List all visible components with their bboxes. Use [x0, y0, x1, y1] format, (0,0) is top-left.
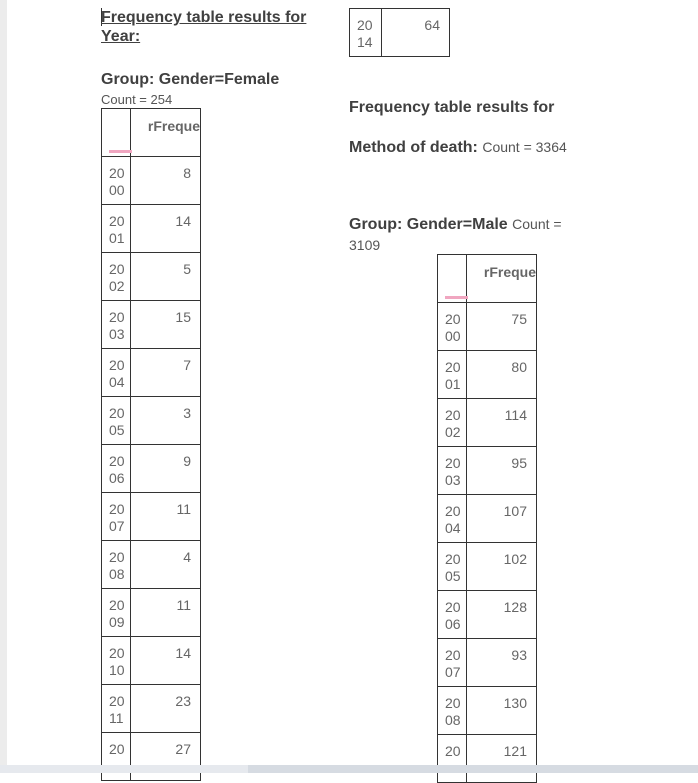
year-cell: [438, 543, 467, 591]
frequency-cell: 5: [131, 253, 201, 301]
year-cell: [438, 495, 467, 543]
year-cell: [102, 445, 131, 493]
year-cell: [438, 447, 467, 495]
frequency-cell: 75: [467, 303, 537, 351]
table-row: [102, 541, 201, 589]
year-cell: [438, 399, 467, 447]
year-cell: [102, 733, 131, 781]
year-cell: [102, 493, 131, 541]
year-part-b: 11: [109, 710, 124, 726]
year-title-line2: Year:: [101, 28, 141, 45]
table-header-row: [102, 109, 201, 157]
method-title-line2: [349, 138, 567, 157]
year-part-b: 10: [109, 662, 125, 678]
year-cell: [438, 303, 467, 351]
year-cell: [438, 351, 467, 399]
year-cell: [438, 639, 467, 687]
method-title-line1: Frequency table results for: [349, 99, 555, 116]
table-row: [438, 303, 537, 351]
table-row: [102, 445, 201, 493]
frequency-cell: 11: [131, 589, 201, 637]
frequency-cell: 14: [131, 637, 201, 685]
male-group-label: [349, 215, 562, 234]
year-part-b: 03: [109, 326, 125, 342]
year-cell: [102, 301, 131, 349]
year-cell: [438, 591, 467, 639]
year-part-a: 20: [109, 405, 125, 421]
header-year-cell: [438, 255, 467, 303]
frequency-cell: 107: [467, 495, 537, 543]
male-count-b: 3109: [349, 237, 381, 253]
year-continuation-table: [349, 8, 450, 57]
year-part-a: 20: [109, 261, 125, 277]
frequency-cell: 128: [467, 591, 537, 639]
year-part-a: 20: [109, 309, 125, 325]
year-part-b: 07: [445, 664, 461, 680]
table-row: [438, 399, 537, 447]
year-part-b: 01: [109, 230, 125, 246]
year-part-a: 20: [109, 357, 125, 373]
table-row: [102, 349, 201, 397]
year-cell: [438, 735, 467, 783]
year-cell: [102, 637, 131, 685]
year-title: [101, 8, 306, 46]
year-part-a: 20: [109, 549, 125, 565]
table-row: [102, 253, 201, 301]
year-cell: [350, 9, 382, 57]
method-count: Count = 3364: [482, 139, 567, 155]
female-frequency-table: [101, 108, 201, 781]
year-part-b: 00: [445, 328, 461, 344]
frequency-cell: 64: [382, 9, 450, 57]
table-header-row: [438, 255, 537, 303]
female-count: Count = 254: [101, 92, 173, 107]
frequency-cell: 3: [131, 397, 201, 445]
frequency-cell: 95: [467, 447, 537, 495]
frequency-cell: 114: [467, 399, 537, 447]
table-row: [438, 495, 537, 543]
frequency-cell: 9: [131, 445, 201, 493]
male-count-a: Count =: [512, 216, 562, 232]
header-frequency-cell: rFreque: [131, 109, 201, 157]
year-cell: [102, 205, 131, 253]
year-part-b: 04: [445, 520, 461, 536]
frequency-cell: 4: [131, 541, 201, 589]
year-cell: [102, 541, 131, 589]
table-row: [438, 639, 537, 687]
year-part-a: 20: [109, 645, 125, 661]
year-cell: [102, 157, 131, 205]
year-part-b: 02: [445, 424, 461, 440]
year-part-b: 06: [109, 470, 125, 486]
year-part-b: 08: [445, 712, 461, 728]
year-part-a: 20: [445, 503, 461, 519]
year-part-a: 20: [109, 597, 125, 613]
table-row: [102, 493, 201, 541]
frequency-cell: 93: [467, 639, 537, 687]
year-part-b: 06: [445, 616, 461, 632]
header-year-cell: [102, 109, 131, 157]
table-row: [102, 205, 201, 253]
table-row: [102, 589, 201, 637]
year-part-a: 20: [445, 599, 461, 615]
year-title-line1: Frequency table results for: [101, 9, 307, 26]
frequency-cell: 14: [131, 205, 201, 253]
column-resize-handle[interactable]: [109, 150, 132, 153]
table-row: [438, 735, 537, 783]
year-part-b: 14: [357, 34, 373, 50]
frequency-cell: 11: [131, 493, 201, 541]
female-group-label: Group: Gender=Female: [101, 71, 280, 88]
year-part-a: 20: [109, 165, 125, 181]
year-part-b: 07: [109, 518, 125, 534]
scrollbar-thumb[interactable]: [248, 765, 698, 773]
frequency-cell: 80: [467, 351, 537, 399]
year-part-b: 04: [109, 374, 125, 390]
year-part-a: 20: [445, 551, 461, 567]
year-part-a: 20: [445, 743, 461, 759]
year-part-a: 20: [109, 213, 125, 229]
page-margin: [0, 0, 7, 773]
year-cell: [102, 253, 131, 301]
table-row: [438, 351, 537, 399]
horizontal-scrollbar[interactable]: [0, 765, 698, 773]
table-row: [438, 447, 537, 495]
table-row: [102, 301, 201, 349]
frequency-cell: 15: [131, 301, 201, 349]
year-part-a: 20: [445, 407, 461, 423]
frequency-cell: 7: [131, 349, 201, 397]
year-cell: [102, 685, 131, 733]
frequency-cell: 130: [467, 687, 537, 735]
frequency-cell: 102: [467, 543, 537, 591]
year-part-b: 02: [109, 278, 125, 294]
frequency-cell: 121: [467, 735, 537, 783]
year-part-a: 20: [445, 695, 461, 711]
year-cell: [438, 687, 467, 735]
year-cell: [102, 349, 131, 397]
year-part-b: 00: [109, 182, 125, 198]
year-part-a: 20: [109, 693, 125, 709]
frequency-cell: 23: [131, 685, 201, 733]
year-part-b: 09: [109, 614, 125, 630]
frequency-cell: 8: [131, 157, 201, 205]
year-part-a: 20: [109, 741, 125, 757]
year-part-b: 05: [109, 422, 125, 438]
table-row: [102, 733, 201, 781]
table-row: [438, 591, 537, 639]
table-row: [438, 543, 537, 591]
table-row: [350, 9, 450, 57]
year-part-a: 20: [445, 455, 461, 471]
table-row: [102, 157, 201, 205]
year-part-a: 20: [445, 359, 461, 375]
year-part-b: 01: [445, 376, 461, 392]
frequency-cell: 27: [131, 733, 201, 781]
method-title-text: Method of death:: [349, 139, 478, 156]
year-part-b: 08: [109, 566, 125, 582]
year-part-a: 20: [109, 501, 125, 517]
male-group-text: Group: Gender=Male: [349, 216, 508, 233]
year-part-a: 20: [357, 17, 373, 33]
table-row: [102, 397, 201, 445]
male-frequency-table: [437, 254, 537, 783]
year-part-a: 20: [109, 453, 125, 469]
year-part-b: 05: [445, 568, 461, 584]
column-resize-handle[interactable]: [445, 296, 468, 299]
year-cell: [102, 589, 131, 637]
header-frequency-cell: rFreque: [467, 255, 537, 303]
year-part-b: 03: [445, 472, 461, 488]
year-cell: [102, 397, 131, 445]
table-row: [438, 687, 537, 735]
table-row: [102, 637, 201, 685]
table-row: [102, 685, 201, 733]
year-part-a: 20: [445, 647, 461, 663]
year-part-a: 20: [445, 311, 461, 327]
